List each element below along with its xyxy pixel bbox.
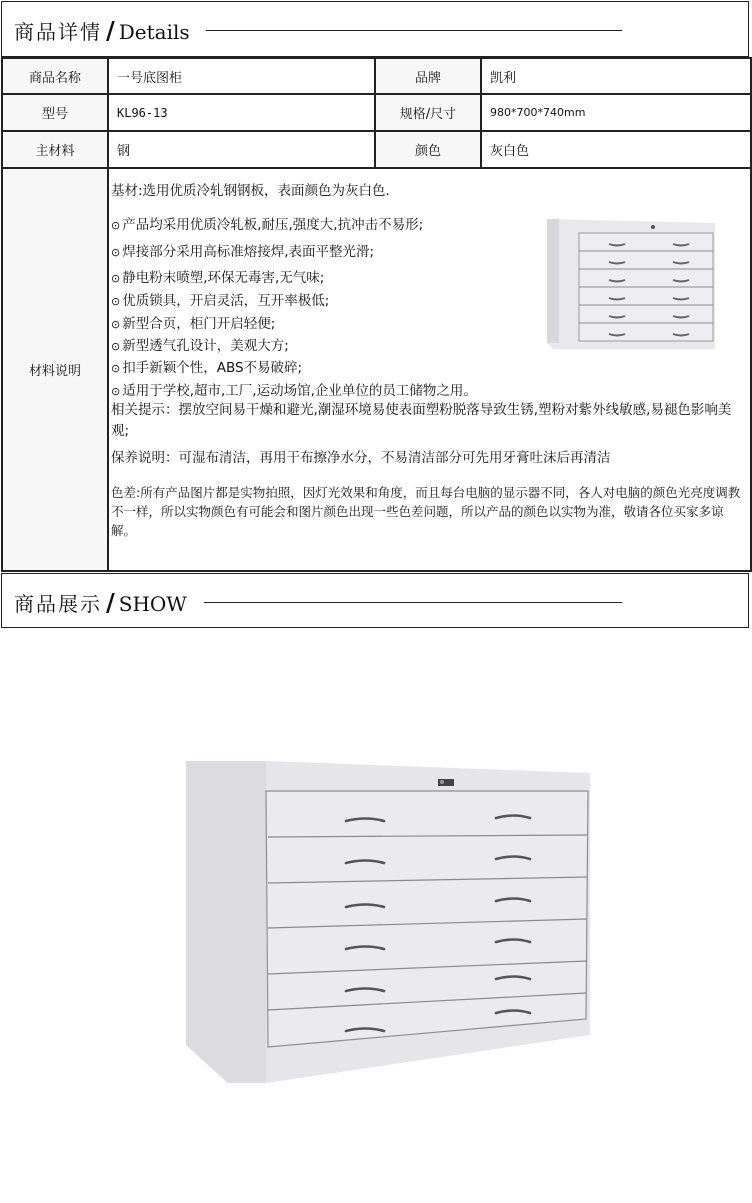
cabinet-photo-svg — [180, 755, 600, 1090]
feature-text: 产品均采用优质冷轧板,耐压,强度大,抗冲击不易形; — [122, 217, 424, 233]
feature-text: 扣手新颖个性，ABS不易破碎; — [122, 360, 303, 376]
show-title-en: SHOW — [118, 592, 187, 616]
feature-item — [111, 213, 423, 233]
feature-text: 新型合页，柜门开启轻便; — [122, 316, 276, 332]
tip-text: 相关提示：摆放空间易干燥和避光,潮湿环境易使表面塑粉脱落导致生锈,塑粉对紫外线敏感,易褪色影响美观; — [111, 402, 732, 439]
title-slash: / — [106, 16, 115, 45]
base-material-text: 基材:选用优质冷轧钢钢板，表面颜色为灰白色. — [111, 183, 390, 199]
bullet-icon: ⊙ — [111, 295, 121, 308]
spec-value: KL96-13 — [108, 94, 375, 131]
bullet-icon: ⊙ — [111, 219, 121, 232]
cabinet-thumbnail — [545, 217, 719, 361]
spec-row — [2, 94, 751, 131]
show-title — [14, 588, 187, 617]
details-title-en: Details — [118, 20, 190, 44]
materials-row — [2, 168, 751, 571]
spec-label: 型号 — [2, 94, 108, 131]
color-note-text: 色差:所有产品图片都是实物拍照，因灯光效果和角度，而且每台电脑的显示器不同，各人对电脑的颜色光亮度调教不一样，所以实物颜色有可能会和图片颜色出现一些色差问题，所以产品的颜色以实物为准，敬请各位买家多谅解。 — [111, 485, 741, 538]
bullet-icon: ⊙ — [111, 362, 121, 375]
specs-table — [1, 57, 752, 572]
feature-item — [111, 312, 275, 332]
details-header — [1, 1, 749, 57]
spec-row — [2, 58, 751, 94]
details-rule — [206, 30, 622, 31]
feature-text: 优质锁具，开启灵活，互开率极低; — [122, 293, 330, 309]
spec-value: 凯利 — [481, 58, 751, 94]
spec-value: 980*700*740mm — [481, 94, 751, 131]
spec-label: 商品名称 — [2, 58, 108, 94]
show-header — [1, 573, 749, 628]
spec-label: 颜色 — [375, 131, 481, 168]
bullet-icon: ⊙ — [111, 272, 121, 285]
spec-value: 钢 — [108, 131, 375, 168]
spec-value: 一号底图柜 — [108, 58, 375, 94]
feature-text: 适用于学校,超市,工厂,运动场馆,企业单位的员工储物之用。 — [122, 383, 477, 399]
feature-text: 静电粉末喷塑,环保无毒害,无气味; — [122, 270, 325, 286]
spec-label: 主材料 — [2, 131, 108, 168]
cabinet-thumbnail-svg — [545, 217, 719, 357]
bullet-icon: ⊙ — [111, 246, 121, 259]
feature-item — [111, 240, 374, 260]
bullet-icon: ⊙ — [111, 385, 121, 398]
feature-item — [111, 289, 329, 309]
spec-row — [2, 131, 751, 168]
materials-label: 材料说明 — [2, 168, 108, 571]
feature-item — [111, 334, 289, 354]
details-title-cn: 商品详情 — [14, 20, 102, 44]
feature-item — [111, 379, 477, 399]
show-title-cn: 商品展示 — [14, 592, 102, 616]
spec-label: 规格/尺寸 — [375, 94, 481, 131]
materials-description — [108, 168, 751, 571]
title-slash: / — [106, 588, 115, 617]
details-title — [14, 16, 190, 45]
feature-text: 新型透气孔设计，美观大方; — [122, 338, 289, 354]
feature-item — [111, 266, 324, 286]
bullet-icon: ⊙ — [111, 340, 121, 353]
spec-value: 灰白色 — [481, 131, 751, 168]
bullet-icon: ⊙ — [111, 318, 121, 331]
cabinet-photo — [180, 755, 600, 1094]
spec-label: 品牌 — [375, 58, 481, 94]
feature-item — [111, 356, 302, 376]
show-rule — [204, 602, 622, 603]
feature-text: 焊接部分采用高标准熔接焊,表面平整光滑; — [122, 244, 375, 260]
care-text: 保养说明：可湿布清洁，再用干布擦净水分，不易清洁部分可先用牙膏吐沫后再清洁 — [111, 450, 611, 466]
